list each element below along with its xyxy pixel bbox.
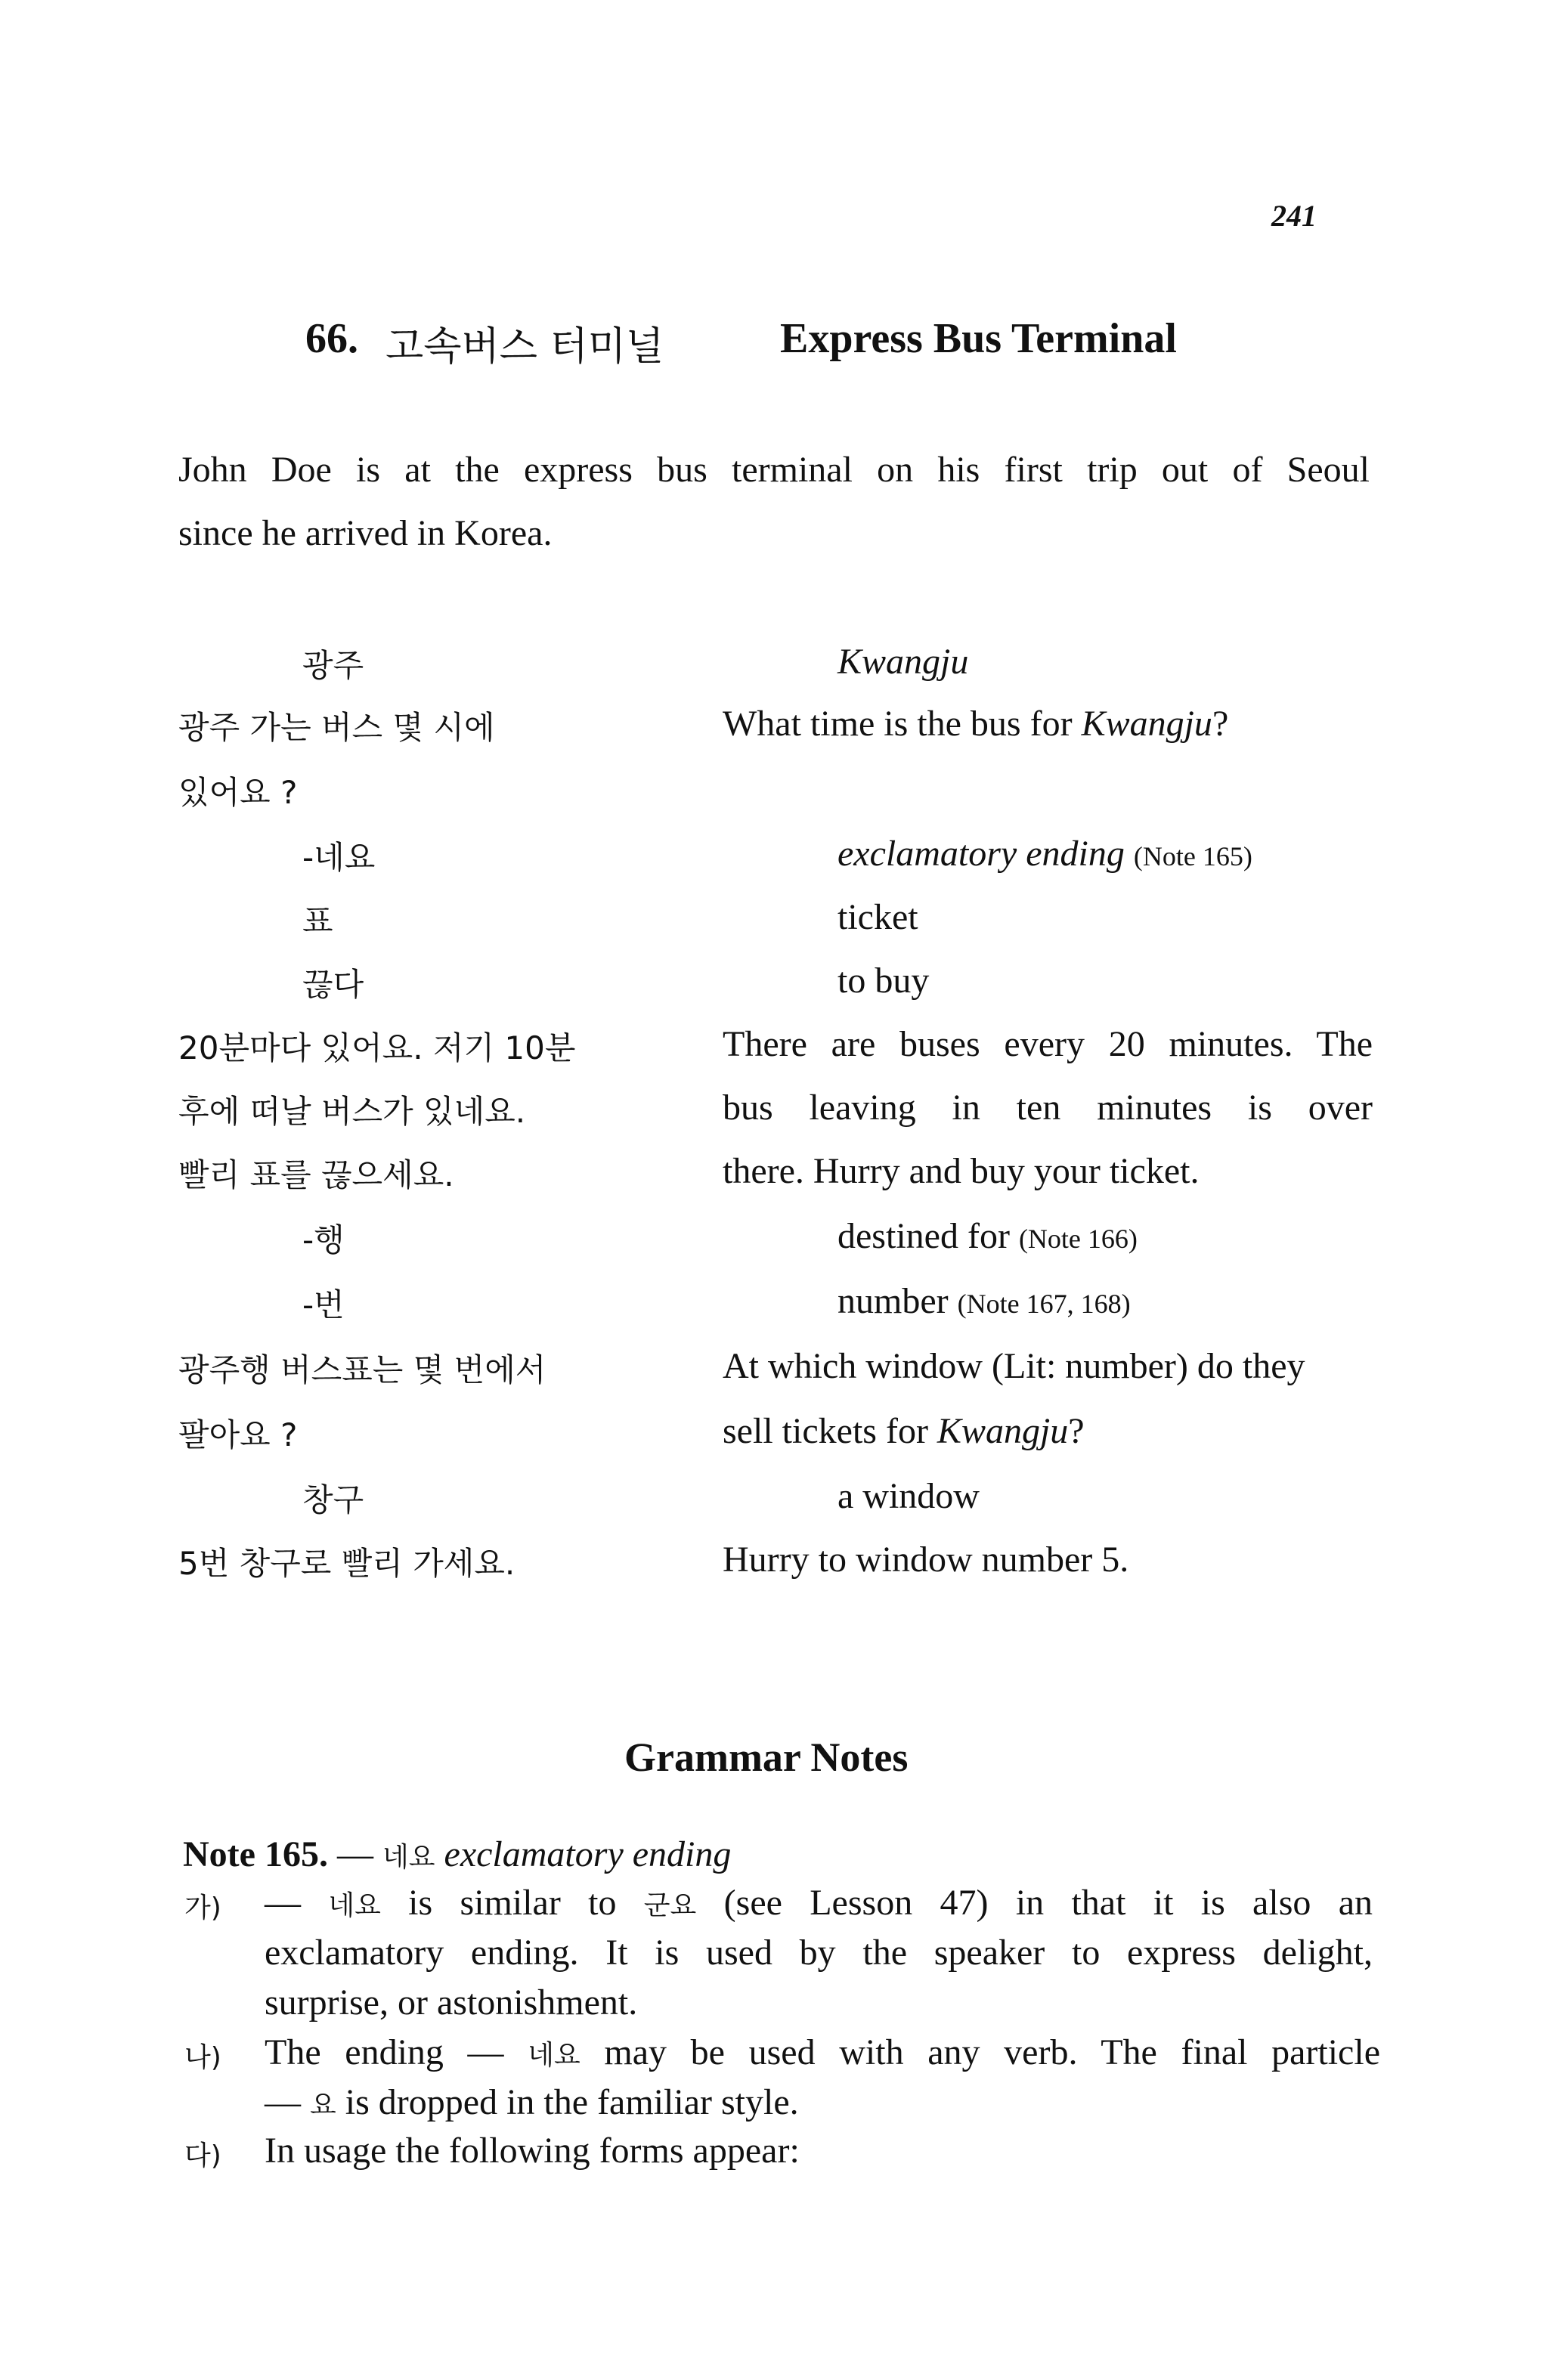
vocab-en-text: What time is the bus for xyxy=(723,704,1082,744)
text: The ending — xyxy=(265,2032,528,2072)
vocab-kr: 빨리 표를 끊으세요. xyxy=(178,1156,454,1193)
vocab-en xyxy=(837,1283,1131,1320)
item-line xyxy=(265,1885,1373,1921)
korean-term: 네요 xyxy=(328,1890,381,1921)
text: (see Lesson 47) in that it is also an xyxy=(696,1883,1373,1923)
vocab-kr: 있어요 ? xyxy=(178,774,298,811)
vocab-kr: 광주 가는 버스 몇 시에 xyxy=(178,709,495,746)
grammar-heading: Grammar Notes xyxy=(624,1735,909,1780)
note-description: exclamatory ending xyxy=(444,1834,732,1874)
vocab-kr: -행 xyxy=(302,1221,345,1258)
text: — xyxy=(265,1883,329,1923)
vocab-en: At which window (Lit: number) do they xyxy=(723,1346,1305,1386)
vocab-en xyxy=(723,1413,1085,1450)
vocab-en-tail: ? xyxy=(1068,1411,1085,1451)
lesson-korean-title: 고속버스 터미널 xyxy=(385,324,664,370)
vocab-kr: 광주 xyxy=(302,647,364,684)
item-marker: 나) xyxy=(184,2042,221,2073)
intro-line-2: since he arrived in Korea. xyxy=(178,513,553,553)
vocab-kr: 20분마다 있어요. 저기 10분 xyxy=(178,1029,576,1066)
vocab-kr: 팔아요 ? xyxy=(178,1416,298,1453)
vocab-en: to buy xyxy=(837,961,930,1001)
vocab-en: There are buses every 20 minutes. The xyxy=(723,1024,1373,1064)
vocab-kr: -번 xyxy=(302,1286,345,1323)
vocab-en-italic: Kwangju xyxy=(937,1411,1069,1451)
vocab-en: Kwangju xyxy=(837,642,969,682)
vocab-kr: 창구 xyxy=(302,1481,364,1518)
item-line: exclamatory ending. It is used by the speaker to express delight, xyxy=(265,1933,1373,1973)
vocab-kr: 광주행 버스표는 몇 번에서 xyxy=(178,1351,546,1388)
note-dash: — xyxy=(336,1834,373,1874)
vocab-en: ticket xyxy=(837,897,918,937)
vocab-note: (Note 167, 168) xyxy=(957,1289,1131,1319)
korean-term: 군요 xyxy=(643,1890,697,1921)
item-line: surprise, or astonishment. xyxy=(265,1982,638,2023)
vocab-en-text: number xyxy=(837,1281,949,1321)
vocab-kr: 끊다 xyxy=(302,966,364,1003)
item-marker: 다) xyxy=(184,2140,221,2171)
vocab-en: a window xyxy=(837,1476,980,1516)
item-line xyxy=(265,2084,799,2121)
vocab-note: (Note 165) xyxy=(1133,841,1252,871)
vocab-en: there. Hurry and buy your ticket. xyxy=(723,1151,1200,1191)
vocab-en xyxy=(723,706,1228,742)
text: is similar to xyxy=(380,1883,644,1923)
vocab-en-text: destined for xyxy=(837,1216,1010,1256)
text: may be used with any verb. The final particle xyxy=(580,2032,1380,2072)
text: is dropped in the familiar style. xyxy=(336,2082,799,2122)
vocab-en-italic: Kwangju xyxy=(1081,704,1212,744)
vocab-kr: 5번 창구로 빨리 가세요. xyxy=(178,1545,515,1582)
vocab-kr: 후에 떠날 버스가 있네요. xyxy=(178,1093,526,1130)
note-korean: 네요 xyxy=(382,1842,435,1873)
korean-term: 네요 xyxy=(528,2040,580,2071)
vocab-en: bus leaving in ten minutes is over xyxy=(723,1088,1373,1128)
vocab-en: Hurry to window number 5. xyxy=(723,1540,1129,1580)
item-line: In usage the following forms appear: xyxy=(265,2131,800,2171)
vocab-kr: -네요 xyxy=(302,839,376,876)
item-line xyxy=(265,2032,1380,2072)
note-heading xyxy=(183,1834,732,1874)
text: — xyxy=(265,2082,310,2122)
vocab-en-text: exclamatory ending xyxy=(837,834,1125,874)
vocab-note: (Note 166) xyxy=(1018,1224,1138,1254)
lesson-english-title: Express Bus Terminal xyxy=(780,315,1177,362)
vocab-en-text: sell tickets for xyxy=(723,1411,937,1451)
page-number: 241 xyxy=(1271,199,1317,233)
item-marker: 가) xyxy=(184,1893,221,1923)
intro-line-1: John Doe is at the express bus terminal on his first trip out of Seoul xyxy=(178,450,1370,490)
vocab-en xyxy=(837,1218,1138,1255)
vocab-en xyxy=(837,836,1252,872)
note-label: Note 165. xyxy=(183,1834,328,1874)
lesson-number: 66. xyxy=(305,315,358,362)
korean-term: 요 xyxy=(310,2090,336,2121)
vocab-en-tail: ? xyxy=(1212,704,1229,744)
vocab-kr: 표 xyxy=(302,902,333,939)
